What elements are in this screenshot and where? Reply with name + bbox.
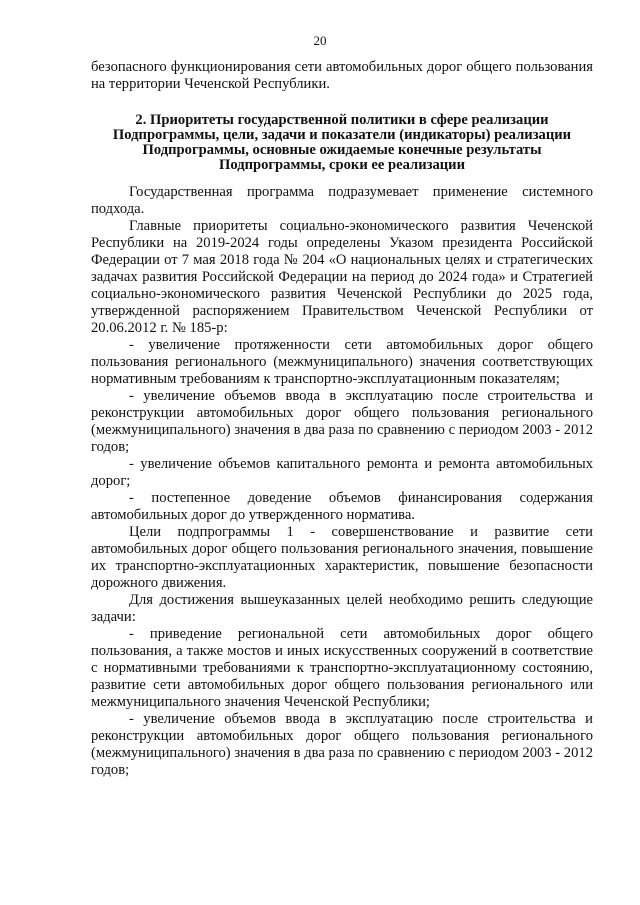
list-item-financing: - постепенное доведение объемов финансирования содержания автомобильных дорог до утвержденного норматива. — [91, 490, 593, 523]
paragraph-system-approach: Государственная программа подразумевает применение системного подхода. — [91, 184, 593, 217]
list-item-length: - увеличение протяженности сети автомобильных дорог общего пользования регионального (межмуниципального) значения соответствующих нормативным требованиям к транспортно-эксплуатационным показателям; — [91, 337, 593, 387]
list-item-commissioning-2: - увеличение объемов ввода в эксплуатацию после строительства и реконструкции автомобильных дорог общего пользования регионального (межмуниципального) значения в два раза по сравнению с периодом 2003 - 2012 годов; — [91, 711, 593, 778]
intro-paragraph: безопасного функционирования сети автомобильных дорог общего пользования на территории Чеченской Республики. — [91, 59, 593, 92]
page-number: 20 — [313, 33, 327, 48]
list-item-repair: - увеличение объемов капитального ремонта и ремонта автомобильных дорог; — [91, 456, 593, 489]
list-item-commissioning: - увеличение объемов ввода в эксплуатацию после строительства и реконструкции автомобильных дорог общего пользования регионального (межмуниципального) значения в два раза по сравнению с периодом 2003 - 2012 годов; — [91, 388, 593, 455]
paragraph-tasks-intro: Для достижения вышеуказанных целей необходимо решить следующие задачи: — [91, 592, 593, 625]
paragraph-goals: Цели подпрограммы 1 - совершенствование и развитие сети автомобильных дорог общего пользования регионального значения, повышение их транспортно-эксплуатационных характеристик, повышение безопасности дорожного движения. — [91, 524, 593, 591]
section-heading: 2. Приоритеты государственной политики в сфере реализации Подпрограммы, цели, задачи и показатели (индикаторы) реализации Подпрограммы, основные ожидаемые конечные результаты Подпрограммы, сроки ее реализации — [112, 112, 572, 173]
paragraph-priorities: Главные приоритеты социально-экономического развития Чеченской Республики на 2019-2024 годы определены Указом президента Российской Федерации от 7 мая 2018 года № 204 «О национальных целях и стратегических задачах развития Российской Федерации на период до 2024 года» и Стратегией социально-экономического развития Чеченской Республики до 2025 года, утвержденной распоряжением Правительством Чеченской Республики от 20.06.2012 г. № 185-р: — [91, 218, 593, 336]
list-item-network: - приведение региональной сети автомобильных дорог общего пользования, а также мостов и иных искусственных сооружений в соответствие с нормативными требованиями к транспортно-эксплуатационному состоянию, развитие сети автомобильных дорог общего пользования регионального или межмуниципального значения Чеченской Республики; — [91, 626, 593, 710]
document-body — [91, 59, 593, 779]
